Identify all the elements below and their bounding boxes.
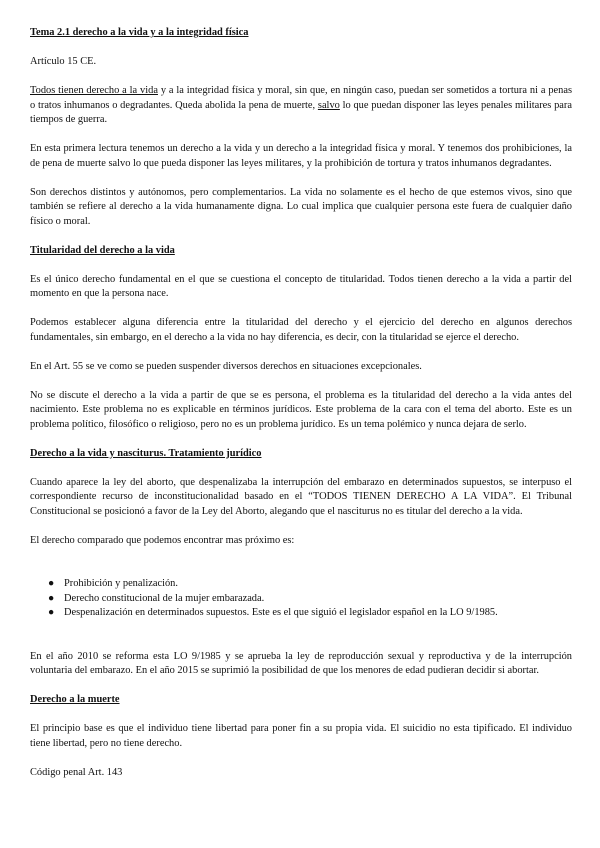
- codigo-penal-reference: Código penal Art. 143: [30, 766, 123, 778]
- paragraph-art-55: En el Art. 55 se ve como se pueden suspender diversos derechos en situaciones excepcionales.: [30, 360, 422, 372]
- article-reference: Artículo 15 CE.: [30, 56, 97, 67]
- list-item-text: Derecho constitucional de la mujer embarazada.: [64, 592, 265, 604]
- article-15-body-1: y a la integridad física y moral, sin que, en ningún caso, puedan ser sometidos a tortura ni a penas o tratos inhumanos o degradantes. Queda abolida la pena de muerte,: [30, 85, 572, 111]
- bullet-icon: ●: [48, 578, 55, 589]
- paragraph-ley-aborto: Cuando aparece la ley del aborto, que despenalizaba la interrupción del embarazo en determinados supuestos, se interpuso el correspondiente recurso de inconstitucionalidad basado en el “TODOS TIENEN DERECHO A LA VIDA”. El Tribunal Constitucional se posicionó a favor de la Ley del Aborto, alegando que el nasciturus no es titular del derecho a la vida.: [30, 476, 572, 517]
- section-heading-nasciturus: Derecho a la vida y nasciturus. Tratamiento jurídico: [30, 447, 262, 459]
- bullet-icon: ●: [48, 607, 55, 618]
- document-title: Tema 2.1 derecho a la vida y a la integridad física: [30, 27, 249, 38]
- underlined-word-salvo: salvo: [317, 99, 340, 111]
- underlined-phrase-todos-tienen: Todos tienen derecho a la vida: [30, 85, 158, 96]
- list-item-text: Prohibición y penalización.: [64, 578, 178, 589]
- paragraph-derecho-comparado: El derecho comparado que podemos encontrar mas próximo es:: [30, 534, 295, 546]
- bullet-list: [30, 577, 572, 621]
- paragraph-reforma-2010: En el año 2010 se reforma esta LO 9/1985 y se aprueba la ley de reproducción sexual y reproductiva y de la interrupción voluntaria del embarazo. En el año 2015 se suprimió la posibilidad de que los menores de edad pudieran decidir si abortar.: [30, 650, 572, 676]
- list-item: [48, 577, 572, 592]
- paragraph-unico-derecho: Es el único derecho fundamental en el que se cuestiona el concepto de titularidad. Todos tienen derecho a la vida a partir del momento en que la persona nace.: [30, 273, 572, 299]
- bullet-icon: ●: [48, 592, 55, 604]
- paragraph-nacimiento: No se discute el derecho a la vida a partir de que se es persona, el problema es la titularidad del derecho a la vida antes del nacimiento. Este problema no es explicable en términos jurídicos. Este problema de la cara con el tema del aborto. Este es un problema político, filosófico o religioso, pero no es un problema jurídico. Es un tema polémico y nunca dejara de serlo.: [30, 389, 572, 430]
- paragraph-primera-lectura: En esta primera lectura tenemos un derecho a la vida y un derecho a la integridad física y moral. Y tenemos dos prohibiciones, la de pena de muerte salvo lo que pueda disponer las leyes militares, y la prohibición de tortura y tratos inhumanos degradantes.: [30, 143, 572, 169]
- list-item: [48, 606, 572, 621]
- article-15-body-2: lo que puedan disponer las leyes penales militares para tiempos de guerra.: [30, 99, 572, 125]
- paragraph-derechos-distintos: Son derechos distintos y autónomos, pero complementarios. La vida no solamente es el hecho de que estemos vivos, sino que también se refiere al derecho a la vida humanamente digna. Lo cual implica que cualquier persona este fuera de cualquier daño físico o moral.: [30, 186, 572, 227]
- paragraph-principio-base: El principio base es que el individuo tiene libertad para poner fin a su propia vida. El suicidio no esta tipificado. El individuo tiene libertad, pero no tiene derecho.: [30, 723, 572, 749]
- article-15-text: [30, 84, 572, 128]
- list-item: [48, 592, 572, 607]
- list-item-text: Despenalización en determinados supuestos. Este es el que siguió el legislador español en la LO 9/1985.: [64, 607, 498, 618]
- section-heading-muerte: Derecho a la muerte: [30, 694, 120, 705]
- paragraph-diferencia: Podemos establecer alguna diferencia entre la titularidad del derecho y el ejercicio del derecho en algunos derechos fundamentales, sin embargo, en el derecho a la vida no hay diferencia, es decir, con la titularidad se ejerce el derecho.: [30, 317, 572, 343]
- section-heading-titularidad: Titularidad del derecho a la vida: [30, 244, 175, 256]
